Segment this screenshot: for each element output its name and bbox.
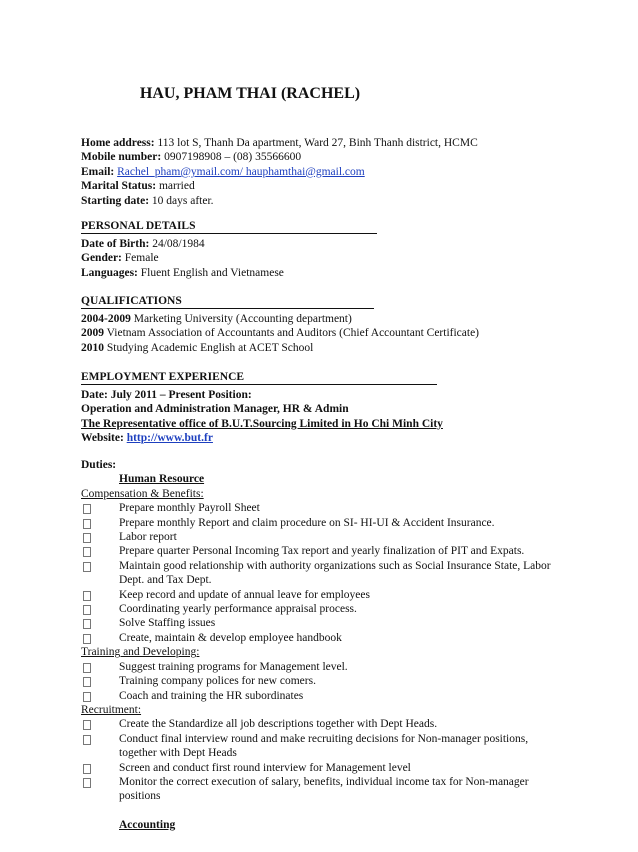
- employment-heading: EMPLOYMENT EXPERIENCE: [81, 371, 437, 385]
- dob-line: Date of Birth: 24/08/1984: [81, 238, 205, 250]
- list-item-continuation: Dept. and Tax Dept.: [119, 574, 212, 587]
- languages-line: Languages: Fluent English and Vietnamese: [81, 266, 284, 279]
- employment-company: The Representative office of B.U.T.Sourcing Limited in Ho Chi Minh City: [81, 417, 443, 430]
- checkbox-bullet-icon: [83, 634, 91, 644]
- qualification-item: 2009 Vietnam Association of Accountants and Auditors (Chief Accountant Certificate): [81, 327, 480, 340]
- list-item: Prepare monthly Payroll Sheet: [81, 501, 581, 515]
- duties-label: Duties:: [81, 459, 117, 471]
- duties-section: [81, 458, 581, 832]
- website-line: Website: http://www.but.fr: [81, 432, 213, 445]
- checkbox-bullet-icon: [83, 720, 91, 730]
- list-item: Training company polices for new comers.: [81, 674, 581, 688]
- contact-block: [81, 136, 581, 208]
- qualifications-heading: QUALIFICATIONS: [81, 295, 374, 309]
- checkbox-bullet-icon: [83, 764, 91, 774]
- list-item: Coordinating yearly performance appraisal process.: [81, 602, 581, 616]
- qualification-item: 2004-2009 Marketing University (Accounting department): [81, 313, 352, 325]
- gender-line: Gender: Female: [81, 252, 159, 265]
- checkbox-bullet-icon: [83, 735, 91, 745]
- checkbox-bullet-icon: [83, 605, 91, 615]
- marital-line: Marital Status: married: [81, 180, 195, 193]
- employment-date: Date: July 2011 – Present Position:: [81, 389, 252, 401]
- checkbox-bullet-icon: [83, 619, 91, 629]
- accounting-heading: Accounting: [119, 818, 176, 831]
- start-line: Starting date: 10 days after.: [81, 194, 214, 207]
- list-item: Coach and training the HR subordinates: [81, 689, 581, 703]
- list-item: Suggest training programs for Management level.: [81, 660, 581, 674]
- list-item-continuation: positions: [119, 790, 161, 803]
- resume-title: HAU, PHAM THAI (RACHEL): [139, 85, 361, 102]
- checkbox-bullet-icon: [83, 677, 91, 687]
- list-item: Prepare monthly Report and claim procedure on SI- HI-UI & Accident Insurance.: [81, 516, 581, 530]
- checkbox-bullet-icon: [83, 547, 91, 557]
- list-item-continuation: together with Dept Heads: [119, 747, 237, 760]
- hr-heading: Human Resource: [119, 473, 205, 486]
- list-item: Solve Staffing issues: [81, 616, 581, 630]
- email-line: Email: Rachel_pham@ymail.com/ hauphamthai@gmail.com: [81, 165, 365, 178]
- checkbox-bullet-icon: [83, 663, 91, 673]
- comp-heading: Compensation & Benefits:: [81, 487, 204, 500]
- checkbox-bullet-icon: [83, 562, 91, 572]
- qualification-item: 2010 Studying Academic English at ACET School: [81, 341, 314, 354]
- personal-heading: PERSONAL DETAILS: [81, 220, 377, 234]
- checkbox-bullet-icon: [83, 778, 91, 788]
- address-line: Home address: 113 lot S, Thanh Da apartment, Ward 27, Binh Thanh district, HCMC: [81, 137, 478, 149]
- employment-section: [81, 370, 581, 446]
- list-item: Create, maintain & develop employee handbook: [81, 631, 581, 645]
- checkbox-bullet-icon: [83, 519, 91, 529]
- training-heading: Training and Developing:: [81, 646, 200, 659]
- mobile-line: Mobile number: 0907198908 – (08) 35566600: [81, 151, 302, 164]
- list-item: Labor report: [81, 530, 581, 544]
- list-item: Keep record and update of annual leave for employees: [81, 588, 581, 602]
- checkbox-bullet-icon: [83, 533, 91, 543]
- list-item: Conduct final interview round and make recruiting decisions for Non-manager positions,: [81, 732, 581, 746]
- list-item: Create the Standardize all job descriptions together with Dept Heads.: [81, 717, 581, 731]
- qualifications-section: [81, 294, 581, 355]
- list-item: Maintain good relationship with authority organizations such as Social Insurance State, Labor: [81, 559, 581, 573]
- checkbox-bullet-icon: [83, 692, 91, 702]
- website-link[interactable]: http://www.but.fr: [126, 432, 213, 445]
- checkbox-bullet-icon: [83, 591, 91, 601]
- personal-section: [81, 219, 581, 280]
- recruitment-heading: Recruitment:: [81, 703, 142, 716]
- list-item: Prepare quarter Personal Incoming Tax report and yearly finalization of PIT and Expats.: [81, 544, 581, 558]
- list-item: Monitor the correct execution of salary, benefits, individual income tax for Non-manager: [81, 775, 581, 789]
- list-item: Screen and conduct first round interview for Management level: [81, 761, 581, 775]
- email-link[interactable]: Rachel_pham@ymail.com/ hauphamthai@gmail.com: [117, 165, 365, 178]
- checkbox-bullet-icon: [83, 504, 91, 514]
- employment-position: Operation and Administration Manager, HR & Admin: [81, 403, 349, 416]
